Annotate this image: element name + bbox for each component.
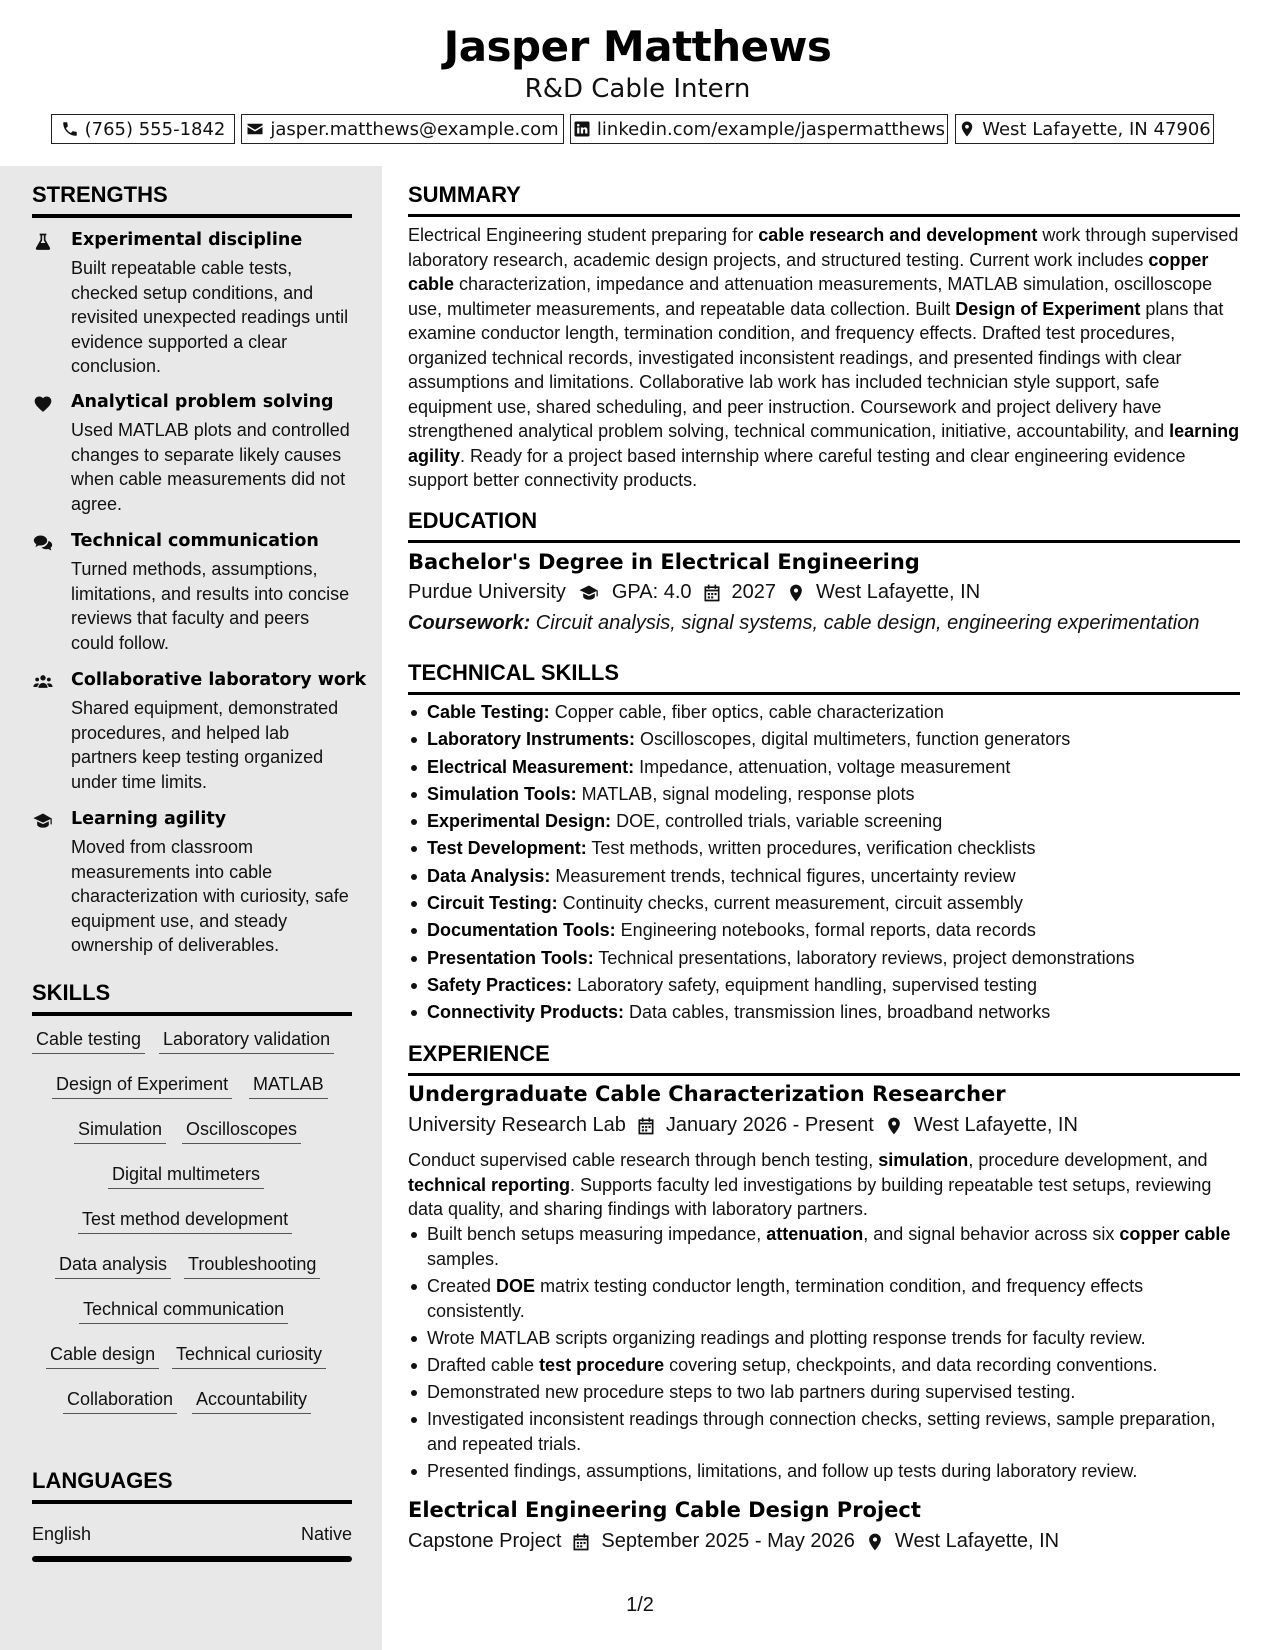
language-proficiency-bar [32, 1556, 352, 1562]
list-item [408, 972, 1240, 999]
skill-category: Data Analysis: [427, 865, 551, 886]
skill-chip: Design of Experiment [52, 1074, 232, 1099]
linkedin-contact[interactable] [570, 114, 948, 144]
skill-values: MATLAB, signal modeling, response plots [576, 783, 915, 804]
calendar-icon [636, 1116, 656, 1136]
skill-category: Simulation Tools: [427, 783, 577, 804]
bullet-text: Drafted cable [427, 1355, 540, 1375]
list-item [408, 754, 1240, 781]
skill-category: Connectivity Products: [427, 1002, 625, 1023]
job-summary-text: , procedure development, and [968, 1150, 1208, 1170]
school-location: West Lafayette, IN [816, 581, 981, 603]
bullet-text: Built bench setups measuring impedance, [427, 1224, 767, 1244]
graduation-year: 2027 [731, 581, 777, 603]
skill-values: Technical presentations, laboratory reviews, project demonstrations [593, 947, 1135, 968]
skill-values: Engineering notebooks, formal reports, data records [615, 920, 1036, 941]
skill-chip: Oscilloscopes [182, 1119, 301, 1144]
strength-description: Turned methods, assumptions, limitations, and results into concise reviews that faculty and peers could follow. [71, 559, 350, 653]
school-name: Purdue University [408, 581, 566, 603]
list-item [408, 808, 1240, 835]
bullet-text: Demonstrated new procedure steps to two lab partners during supervised testing. [427, 1382, 1076, 1402]
gpa-text: GPA: 4.0 [611, 581, 692, 603]
strength-item [32, 531, 352, 651]
strength-item [32, 809, 352, 954]
coursework [408, 612, 1199, 635]
map-marker-icon [786, 583, 806, 603]
summary-text: plans that examine conductor length, termination condition, and frequency effects. Drafted test procedures, organized technical records, investigated inconsistent readings, and presented findings with clear assumptions and limitations. Collaborative lab work has included technician style support, safe equipment use, shared scheduling, and peer instruction. Coursework and project delivery have strengthened analytical problem solving, technical communication, initiative, accountability, and [408, 298, 1224, 441]
summary-emphasis: Design of Experiment [955, 298, 1141, 319]
graduation-cap-icon [576, 583, 602, 603]
job-summary-emphasis: simulation [878, 1150, 969, 1170]
list-item [408, 890, 1240, 917]
comments-icon [32, 533, 54, 553]
language-name: English [32, 1524, 92, 1544]
coursework-text: Circuit analysis, signal systems, cable design, engineering experimentation [530, 612, 1200, 634]
map-marker-icon [958, 120, 976, 138]
job-dates: September 2025 - May 2026 [601, 1530, 855, 1552]
skill-category: Test Development: [427, 838, 587, 859]
skill-values: Copper cable, fiber optics, cable characterization [549, 702, 944, 722]
skill-category: Cable Testing: [427, 702, 550, 722]
location-contact [955, 114, 1214, 144]
list-item [408, 1407, 1240, 1457]
linkedin-icon [573, 120, 591, 138]
skill-values: Impedance, attenuation, voltage measurement [634, 756, 1011, 777]
strength-title: Learning agility [71, 809, 227, 829]
job-title: Electrical Engineering Cable Design Project [408, 1498, 921, 1522]
email-text: jasper.matthews@example.com [270, 118, 559, 140]
strengths-heading: STRENGTHS [32, 182, 352, 218]
skill-chip: Test method development [78, 1209, 292, 1234]
skill-chip: Troubleshooting [184, 1254, 320, 1279]
list-item [408, 945, 1240, 972]
skill-category: Laboratory Instruments: [427, 729, 636, 750]
strength-description: Built repeatable cable tests, checked setup conditions, and revisited unexpected readings until evidence supported a clear conclusion. [71, 258, 349, 376]
skill-values: Continuity checks, current measurement, circuit assembly [557, 893, 1023, 914]
language-level: Native [300, 1524, 352, 1544]
strength-item [32, 670, 367, 792]
strength-item [32, 230, 352, 375]
candidate-name: Jasper Matthews [443, 22, 832, 71]
skill-category: Presentation Tools: [427, 947, 594, 968]
resume-header [0, 0, 1275, 166]
bullet-text: Wrote MATLAB scripts organizing readings and plotting response trends for faculty review. [427, 1328, 1146, 1348]
experience-heading: EXPERIENCE [408, 1041, 1240, 1076]
list-item [408, 699, 1240, 726]
job-title: Undergraduate Cable Characterization Researcher [408, 1082, 1006, 1106]
skill-values: DOE, controlled trials, variable screening [611, 811, 943, 832]
summary-text: Electrical Engineering student preparing for [408, 225, 759, 245]
email-contact[interactable] [241, 114, 564, 144]
phone-contact[interactable] [51, 114, 235, 144]
list-item [408, 781, 1240, 808]
skill-category: Electrical Measurement: [427, 756, 635, 777]
job-organization: Capstone Project [408, 1530, 562, 1552]
job-organization: University Research Lab [408, 1114, 626, 1136]
education-heading: EDUCATION [408, 508, 1240, 543]
job-summary-text: . Supports faculty led investigations by building repeatable test setups, reviewing data quality, and sharing findings with laboratory partners. [408, 1174, 1212, 1219]
bullet-emphasis: DOE [496, 1276, 536, 1296]
bullet-text: samples. [427, 1249, 500, 1269]
skill-values: Measurement trends, technical figures, uncertainty review [550, 865, 1016, 886]
summary-text: characterization, impedance and attenuation measurements, MATLAB simulation, oscilloscope use, multimeter measurements, and repeatable data collection. Built [408, 274, 1213, 319]
bullet-text: Created [427, 1276, 497, 1296]
skill-chip: Data analysis [55, 1254, 171, 1279]
location-text: West Lafayette, IN 47906 [982, 118, 1211, 140]
job-meta [408, 1114, 1078, 1137]
list-item [408, 1459, 1240, 1484]
job-bullets [408, 1222, 1240, 1486]
skill-chip: Digital multimeters [108, 1164, 264, 1189]
skill-chip: MATLAB [249, 1074, 328, 1099]
skill-values: Test methods, written procedures, verification checklists [586, 838, 1036, 859]
strength-item [32, 392, 352, 512]
skill-values: Oscilloscopes, digital multimeters, function generators [635, 729, 1071, 750]
summary-text: . Ready for a project based internship where careful testing and clear engineering evidence support better connectivity products. [408, 445, 1186, 490]
users-icon [32, 672, 54, 692]
list-item [408, 1353, 1240, 1378]
technical-skills-heading: TECHNICAL SKILLS [408, 660, 1240, 695]
page-number: 1/2 [626, 1594, 654, 1616]
list-item [408, 835, 1240, 862]
bullet-text: , and signal behavior across six [863, 1224, 1120, 1244]
languages-heading: LANGUAGES [32, 1468, 352, 1504]
bullet-emphasis: copper cable [1119, 1224, 1231, 1244]
skill-chip: Cable design [46, 1344, 159, 1369]
linkedin-text: linkedin.com/example/jaspermatthews [596, 118, 946, 140]
flask-icon [32, 232, 54, 252]
education-meta [408, 581, 980, 604]
skill-category: Circuit Testing: [427, 893, 558, 914]
list-item [408, 917, 1240, 944]
list-item [408, 1274, 1240, 1324]
skill-chip: Collaboration [63, 1389, 177, 1414]
technical-skills-list [408, 699, 1240, 1027]
map-marker-icon [884, 1116, 904, 1136]
coursework-label: Coursework: [408, 612, 531, 634]
bullet-emphasis: attenuation [766, 1224, 864, 1244]
job-summary-emphasis: technical reporting [408, 1174, 571, 1195]
skill-category: Experimental Design: [427, 811, 612, 832]
list-item [408, 726, 1240, 753]
strength-description: Shared equipment, demonstrated procedures, and helped lab partners keep testing organized under time limits. [71, 698, 339, 792]
list-item [408, 1380, 1240, 1405]
skill-category: Safety Practices: [427, 974, 573, 995]
summary-heading: SUMMARY [408, 182, 1240, 217]
skill-chip: Simulation [74, 1119, 166, 1144]
list-item [408, 1222, 1240, 1272]
graduation-cap-icon [32, 811, 54, 831]
skill-chip: Laboratory validation [159, 1029, 334, 1054]
map-marker-icon [865, 1532, 885, 1552]
summary-text [408, 223, 1240, 493]
job-summary [408, 1148, 1240, 1222]
strength-title: Technical communication [71, 531, 319, 551]
list-item [408, 999, 1240, 1026]
skills-heading: SKILLS [32, 980, 352, 1016]
calendar-icon [702, 583, 722, 603]
strength-title: Experimental discipline [71, 230, 303, 250]
skill-values: Laboratory safety, equipment handling, supervised testing [572, 974, 1038, 995]
calendar-icon [571, 1532, 591, 1552]
skill-chip: Accountability [192, 1389, 311, 1414]
skill-chip: Technical communication [79, 1299, 288, 1324]
strength-title: Collaborative laboratory work [71, 670, 367, 690]
list-item [408, 863, 1240, 890]
skill-chip: Cable testing [32, 1029, 145, 1054]
strength-description: Used MATLAB plots and controlled changes to separate likely causes when cable measurements did not agree. [71, 420, 350, 514]
candidate-role: R&D Cable Intern [524, 74, 751, 104]
skill-chip: Technical curiosity [172, 1344, 326, 1369]
strength-description: Moved from classroom measurements into cable characterization with curiosity, safe equipment use, and steady ownership of deliverables. [71, 837, 349, 955]
phone-text: (765) 555-1842 [84, 118, 226, 140]
bullet-text: Investigated inconsistent readings through connection checks, setting reviews, sample preparation, and repeated trials. [427, 1409, 1216, 1454]
bullet-text: covering setup, checkpoints, and data recording conventions. [664, 1355, 1158, 1375]
bullet-emphasis: test procedure [539, 1355, 665, 1375]
summary-text: work through supervised laboratory research, academic design projects, and structured testing. Current work includes [408, 225, 1239, 270]
skill-values: Data cables, transmission lines, broadband networks [624, 1002, 1051, 1023]
heart-icon [32, 394, 54, 414]
list-item [408, 1326, 1240, 1351]
job-summary-text: Conduct supervised cable research through bench testing, [408, 1150, 879, 1170]
bullet-text: Presented findings, assumptions, limitations, and follow up tests during laboratory review. [427, 1461, 1138, 1481]
job-location: West Lafayette, IN [913, 1114, 1078, 1136]
bullet-text: matrix testing conductor length, termination condition, and frequency effects consistently. [427, 1276, 1144, 1321]
skill-category: Documentation Tools: [427, 920, 616, 941]
phone-icon [61, 120, 79, 138]
job-meta [408, 1530, 1059, 1553]
envelope-icon [246, 120, 264, 138]
job-location: West Lafayette, IN [894, 1530, 1060, 1552]
summary-emphasis: learning agility [408, 421, 1240, 466]
summary-emphasis: cable research and development [758, 225, 1038, 245]
strength-title: Analytical problem solving [71, 392, 334, 412]
degree-title: Bachelor's Degree in Electrical Engineering [408, 550, 920, 574]
job-dates: January 2026 - Present [665, 1114, 874, 1136]
summary-emphasis: copper cable [408, 249, 1209, 294]
